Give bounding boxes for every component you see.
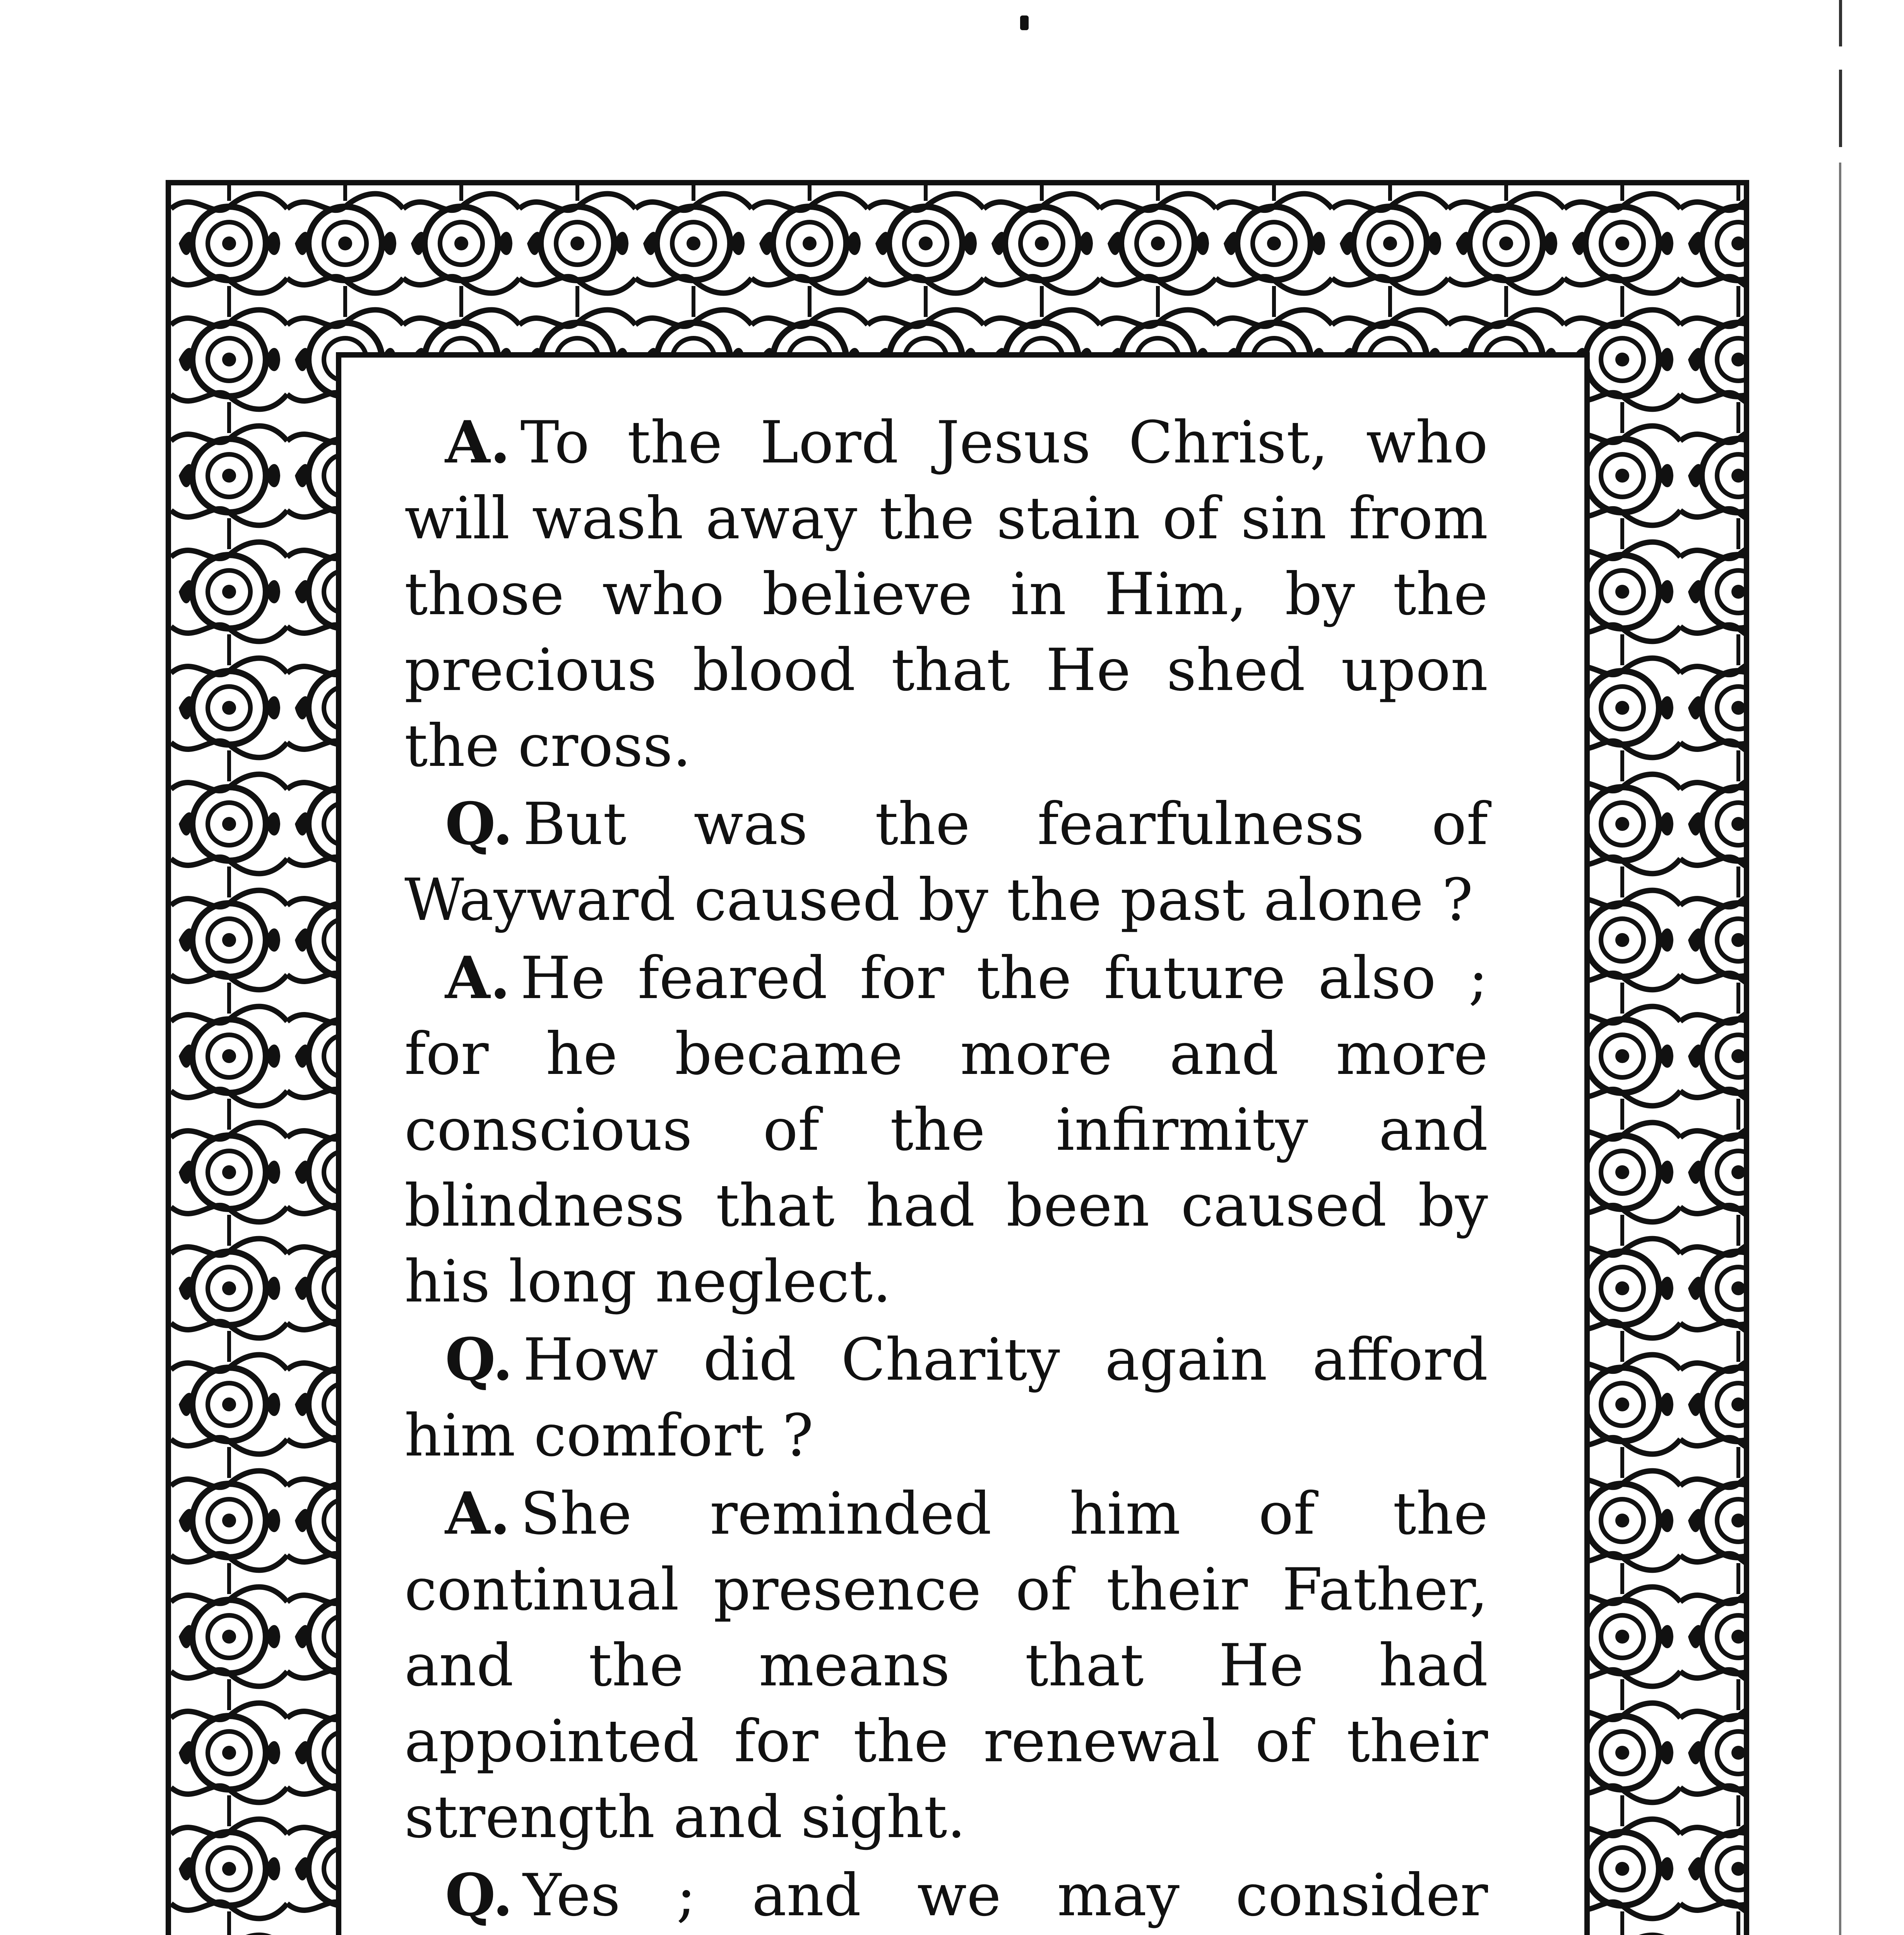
paragraph-text: She reminded him of the continual presence of their Father, and the means that He had appointed for the renewal of their strength and sight.: [404, 1480, 1488, 1851]
scan-edge-mark: [1839, 163, 1841, 1935]
page-body: [404, 404, 1488, 1935]
answer-paragraph: [404, 404, 1488, 784]
question-paragraph: [404, 1322, 1488, 1474]
answer-paragraph: [404, 1476, 1488, 1855]
question-paragraph: [404, 1857, 1488, 1935]
question-marker: Q.: [445, 1325, 513, 1394]
answer-marker: A.: [445, 408, 510, 476]
paragraph-text: To the Lord Jesus Christ, who will wash away the stain of sin from those who believe in Him, by the precious blood that He shed upon the cross.: [404, 409, 1488, 780]
answer-paragraph: [404, 940, 1488, 1320]
answer-marker: A.: [445, 1480, 510, 1548]
question-marker: Q.: [445, 790, 513, 858]
paragraph-text: Yes ; and we may consider: [523, 1862, 1488, 1929]
scan-edge-mark: [1839, 0, 1842, 46]
top-mark: [1020, 15, 1029, 30]
question-marker: Q.: [445, 1861, 513, 1929]
paragraph-text: How did Charity again afford him comfort ?: [404, 1326, 1488, 1469]
answer-marker: A.: [445, 944, 510, 1012]
paragraph-text: But was the fearfulness of Wayward caused by the past alone ?: [404, 791, 1488, 934]
scan-edge-mark: [1839, 70, 1842, 147]
paragraph-text: He feared for the future also ; for he became more and more conscious of the infirmity and blindness that had been caused by his long neglect.: [404, 945, 1488, 1315]
question-paragraph: [404, 786, 1488, 938]
